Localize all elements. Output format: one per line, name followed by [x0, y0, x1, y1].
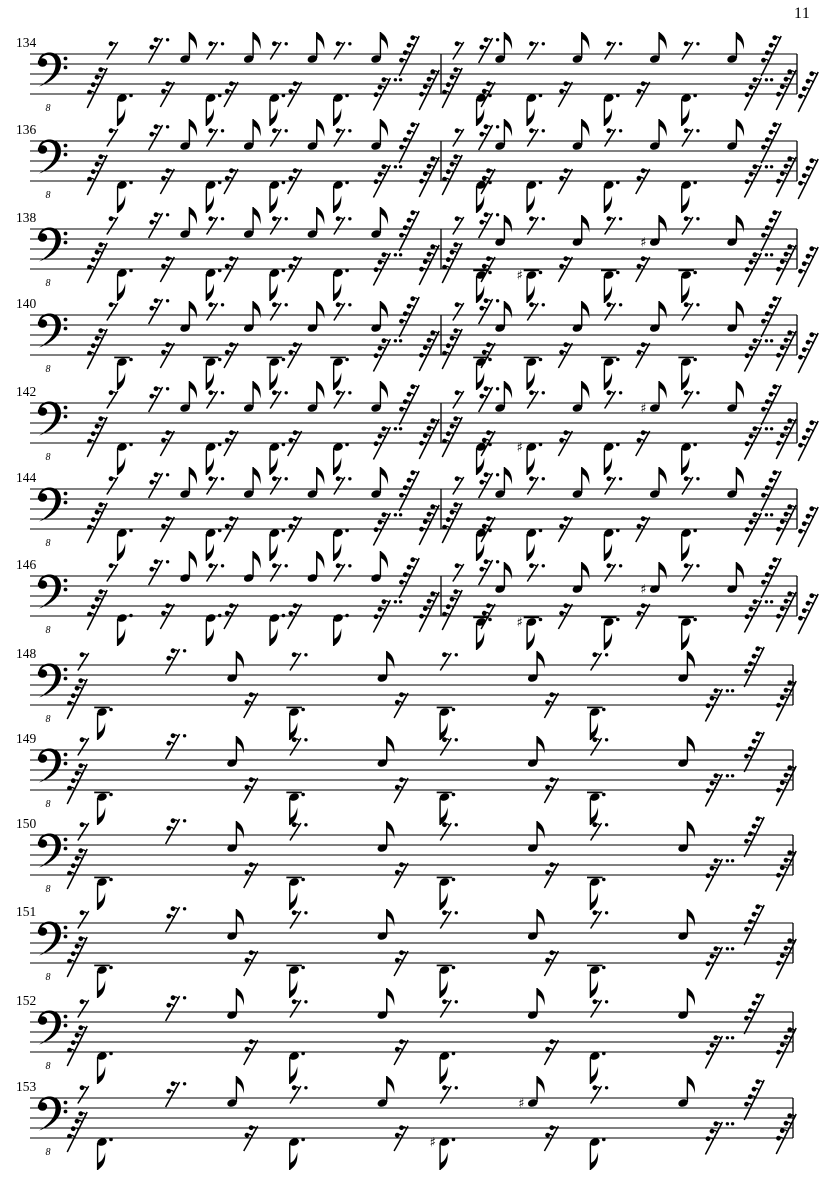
svg-text:♯: ♯ [516, 440, 523, 456]
system-151 [16, 904, 796, 998]
system-146 [16, 551, 818, 650]
measure-number: 149 [16, 731, 37, 746]
page-number: 11 [794, 5, 811, 22]
system-153 [16, 1076, 796, 1170]
system-140 [16, 296, 818, 390]
measure-number: 140 [16, 296, 37, 311]
svg-text:8: 8 [45, 714, 51, 725]
measure-number: 142 [16, 384, 37, 399]
svg-text:♯: ♯ [516, 268, 523, 284]
measure-number: 151 [16, 904, 37, 919]
system-152 [16, 988, 796, 1084]
system-148 [16, 646, 796, 740]
svg-text:8: 8 [45, 538, 51, 549]
measure-number: 136 [16, 122, 37, 137]
svg-text:8: 8 [45, 1061, 51, 1072]
svg-text:8: 8 [45, 364, 51, 375]
svg-text:♯: ♯ [640, 582, 647, 598]
svg-text:♯: ♯ [516, 615, 523, 631]
svg-text:♯: ♯ [640, 401, 647, 417]
measure-number: 153 [16, 1079, 37, 1094]
system-134 [16, 32, 818, 126]
svg-text:♯: ♯ [518, 1096, 525, 1112]
svg-text:8: 8 [45, 1147, 51, 1158]
system-136 [16, 119, 818, 213]
measure-number: 134 [16, 35, 37, 50]
measure-number: 138 [16, 210, 37, 225]
measure-number: 148 [16, 646, 37, 661]
measure-number: 144 [16, 470, 37, 485]
svg-text:8: 8 [45, 452, 51, 463]
svg-text:8: 8 [45, 278, 51, 289]
svg-text:8: 8 [45, 884, 51, 895]
system-138 [16, 207, 818, 303]
system-142 [16, 381, 818, 475]
system-149 [16, 731, 796, 825]
svg-text:8: 8 [45, 103, 51, 114]
measure-number: 150 [16, 816, 37, 831]
measure-number: 152 [16, 993, 37, 1008]
svg-text:♯: ♯ [640, 235, 647, 251]
system-150 [16, 816, 796, 910]
svg-text:8: 8 [45, 190, 51, 201]
svg-text:8: 8 [45, 799, 51, 810]
system-144 [16, 467, 818, 561]
svg-text:♯: ♯ [429, 1135, 436, 1151]
measure-number: 146 [16, 557, 37, 572]
svg-text:8: 8 [45, 625, 51, 636]
svg-text:8: 8 [45, 972, 51, 983]
